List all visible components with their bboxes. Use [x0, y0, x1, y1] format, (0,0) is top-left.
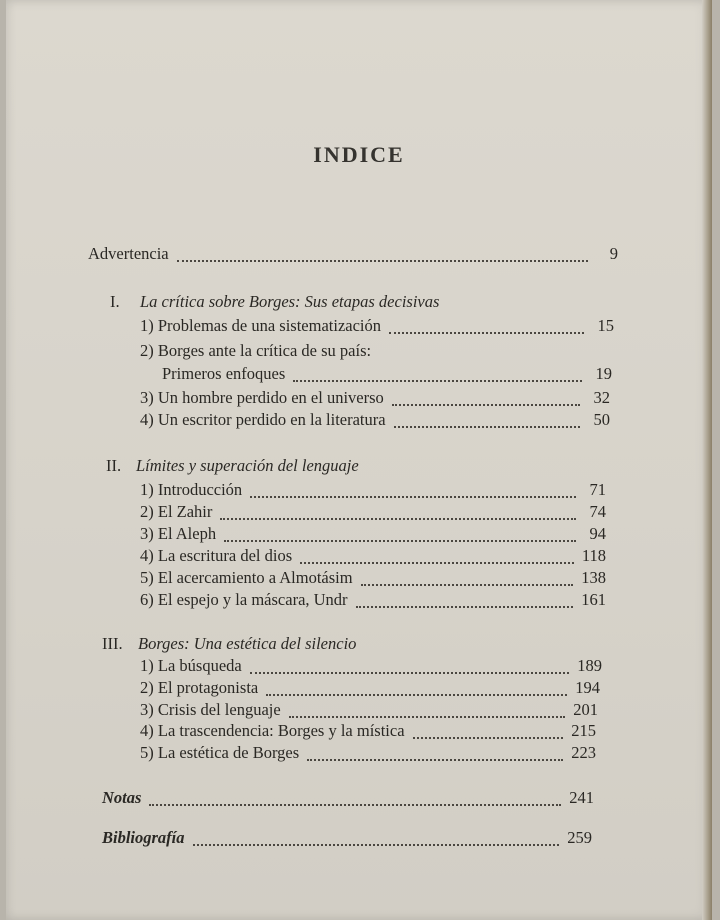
toc-entry	[140, 743, 596, 763]
section-title: Límites y superación del lenguaje	[136, 456, 359, 475]
leader-dots	[177, 246, 588, 262]
toc-entry	[140, 568, 606, 588]
toc-entry-label: 2) El protagonista	[140, 678, 259, 697]
toc-entry-label: Primeros enfoques	[162, 364, 286, 383]
toc-entry-label: 3) Crisis del lenguaje	[140, 700, 281, 719]
section-numeral: III.	[102, 634, 123, 653]
leader-dots	[307, 745, 563, 761]
toc-entry-page: 161	[581, 590, 606, 609]
leader-dots	[220, 504, 576, 520]
toc-entry-page: 32	[593, 388, 610, 407]
leader-dots	[392, 390, 580, 406]
toc-entry-page: 118	[581, 546, 606, 565]
section-heading-1	[110, 292, 439, 312]
leader-dots	[389, 318, 584, 334]
toc-entry-label: 4) La escritura del dios	[140, 546, 293, 565]
toc-entry-label: 4) La trascendencia: Borges y la mística	[140, 721, 405, 740]
leader-dots	[289, 702, 566, 718]
toc-entry	[162, 364, 612, 384]
toc-entry	[140, 316, 614, 336]
section-numeral: I.	[110, 292, 120, 311]
leader-dots	[394, 412, 580, 428]
toc-entry-page: 223	[571, 743, 596, 762]
section-heading-3	[102, 634, 356, 654]
toc-entry-label: 3) El Aleph	[140, 524, 217, 543]
leader-dots	[356, 592, 574, 608]
leader-dots	[266, 680, 567, 696]
leader-dots	[149, 790, 561, 806]
book-page	[6, 0, 712, 920]
toc-entry	[140, 721, 596, 741]
page-title: INDICE	[313, 142, 405, 167]
toc-entry-label: 1) Problemas de una sistematización	[140, 316, 382, 335]
toc-entry-notas	[102, 788, 594, 808]
toc-entry	[140, 524, 606, 544]
toc-entry-page: 19	[595, 364, 612, 383]
toc-entry	[140, 546, 606, 566]
toc-entry-page: 15	[597, 316, 614, 335]
toc-entry-label: 6) El espejo y la máscara, Undr	[140, 590, 348, 609]
toc-entry-page: 94	[589, 524, 606, 543]
section-title: La crítica sobre Borges: Sus etapas decisivas	[140, 292, 440, 311]
toc-entry-page: 259	[567, 828, 592, 847]
toc-entry-label: 1) La búsqueda	[140, 656, 242, 675]
toc-entry-label: 1) Introducción	[140, 480, 243, 499]
section-heading-2	[106, 456, 359, 476]
toc-entry-label: 4) Un escritor perdido en la literatura	[140, 410, 386, 429]
toc-entry	[140, 480, 606, 500]
toc-entry-label: 2) Borges ante la crítica de su país:	[140, 341, 372, 360]
toc-entry-page: 71	[589, 480, 606, 499]
toc-entry-page: 9	[609, 244, 618, 263]
toc-entry-label: 2) El Zahir	[140, 502, 213, 521]
leader-dots	[224, 526, 576, 542]
toc-entry-label: Notas	[102, 788, 142, 807]
toc-entry-label: 3) Un hombre perdido en el universo	[140, 388, 384, 407]
toc-entry-label: Advertencia	[88, 244, 169, 263]
toc-entry-page: 74	[589, 502, 606, 521]
toc-entry-page: 50	[593, 410, 610, 429]
leader-dots	[300, 548, 574, 564]
leader-dots	[293, 366, 582, 382]
section-numeral: II.	[106, 456, 122, 475]
section-title: Borges: Una estética del silencio	[138, 634, 357, 653]
toc-entry-advertencia	[88, 244, 618, 264]
toc-entry-label: Bibliografía	[102, 828, 185, 847]
toc-entry-page: 215	[571, 721, 596, 740]
toc-entry	[140, 502, 606, 522]
leader-dots	[193, 830, 560, 846]
leader-dots	[361, 570, 574, 586]
toc-entry-page: 201	[573, 700, 598, 719]
toc-entry-page: 189	[577, 656, 602, 675]
toc-entry-page: 194	[575, 678, 600, 697]
toc-entry	[140, 590, 606, 610]
toc-entry-page: 241	[569, 788, 594, 807]
leader-dots	[250, 658, 570, 674]
leader-dots	[250, 482, 576, 498]
table-of-contents	[6, 0, 712, 920]
toc-entry-label: 5) El acercamiento a Almotásim	[140, 568, 353, 587]
toc-entry	[140, 700, 598, 720]
toc-entry	[140, 388, 610, 408]
toc-entry	[140, 410, 610, 430]
toc-entry-label: 5) La estética de Borges	[140, 743, 300, 762]
toc-entry-page: 138	[581, 568, 606, 587]
toc-entry	[140, 656, 602, 676]
leader-dots	[413, 723, 564, 739]
toc-entry	[140, 678, 600, 698]
toc-entry-bibliografia	[102, 828, 592, 848]
